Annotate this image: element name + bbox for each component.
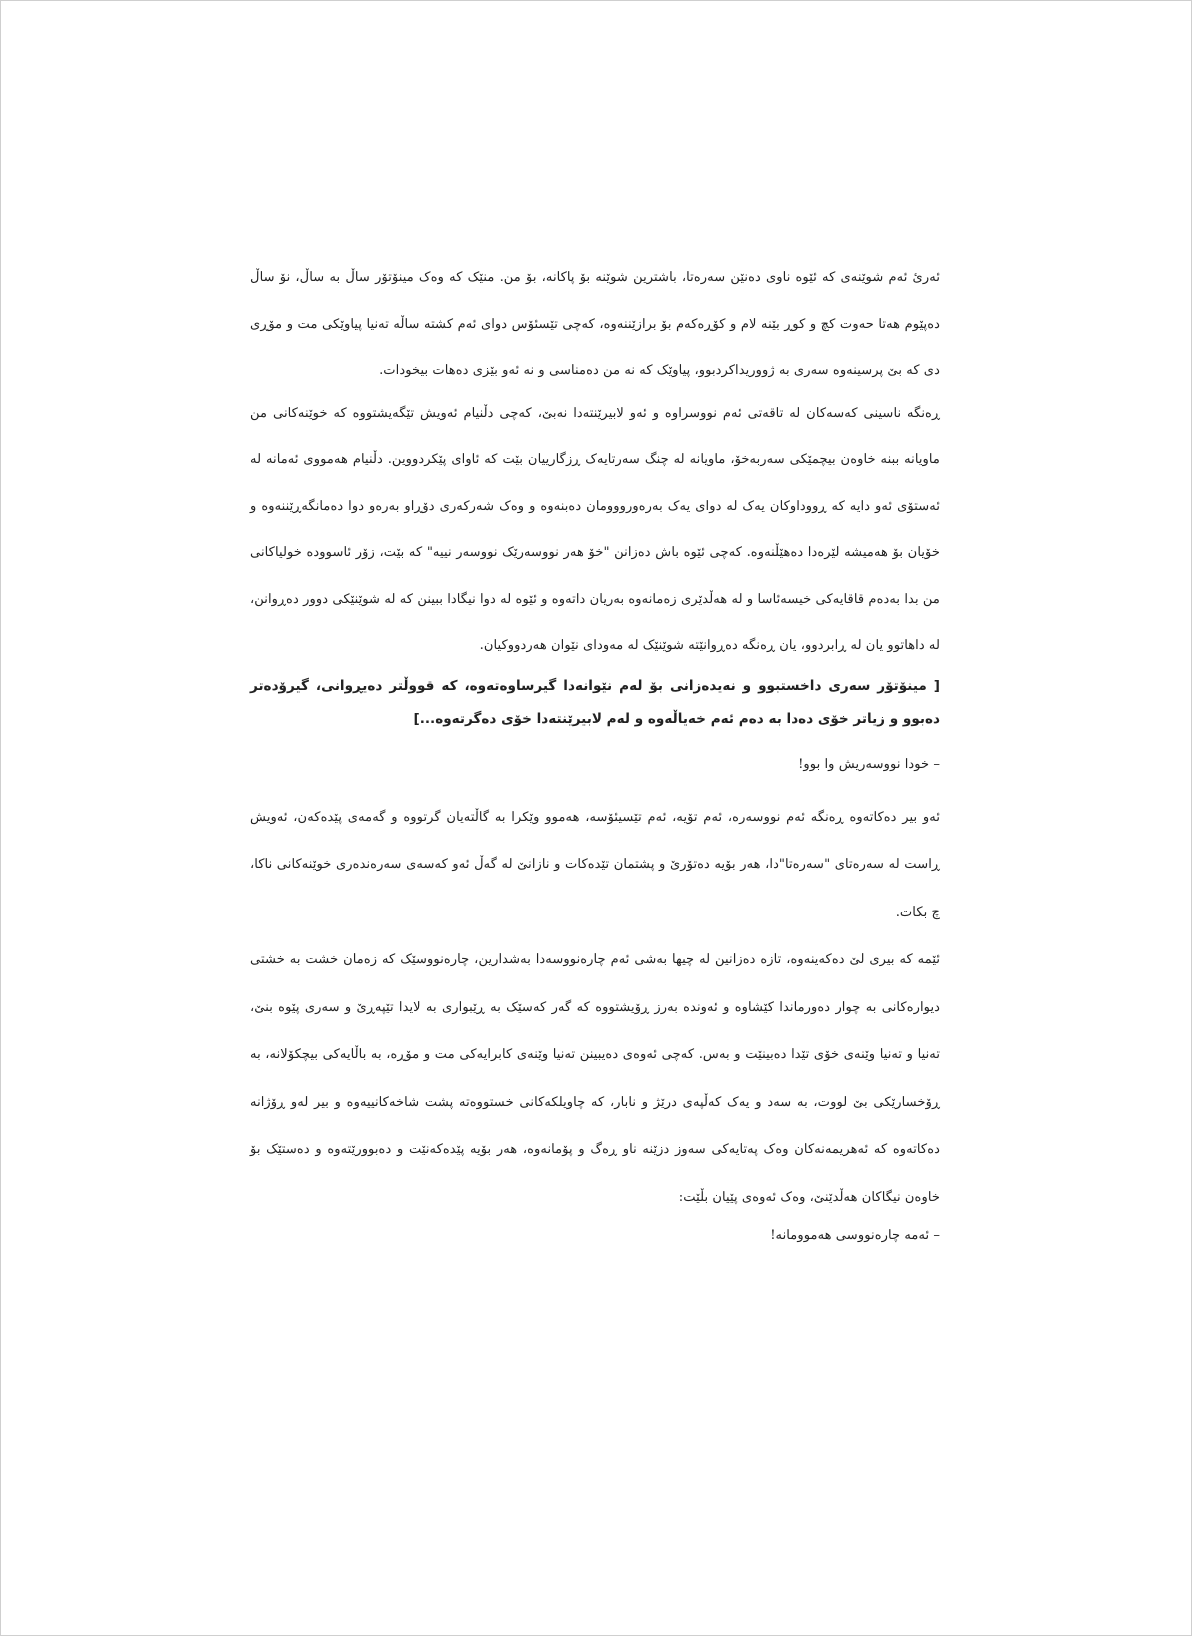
dialog-line-2: – ئەمە چارەنووسی هەموومانە!	[770, 1228, 940, 1243]
paragraph-4: ئێمە کە بیری لێ دەکەینەوە، تازە دەزانین لە چیها بەشی ئەم چارەنووسەدا بەشدارین، چارەنووسێک کە زەمان خشت بە خشتی دیوارەکانی بە چوار دەورماندا کێشاوە و ئەوندە بەرز ڕۆیشتووە کە گەر کەسێک بە ڕێبواری بە لایدا تێپەڕێ و سەری پێوە بنێ، تەنیا و تەنیا وێنەی خۆی تێدا دەبینێت و بەس. کەچی ئەوەی دەیبینن تەنیا وێنەی کابرایەکی مت و مۆڕە، بە باڵایەکی بیچکۆلانە، بە ڕۆخسارێکی بێ لووت، بە سەد و یەک کەڵپەی درێژ و نابار، کە چاویلکەکانی خستووەتە پشت شاخەکانییەوە و بیر لەو ڕۆژانە دەکاتەوە کە ئەهریمەنەکان وەک پەتایەکی سەوز دزێنە ناو ڕەگ و پۆمانەوە، هەر بۆیە پێدەکەنێت و دەبوورێتەوە و دەستێک بۆ خاوەن نیگاکان هەڵدێنێ، وەک ئەوەی پێیان بڵێت:	[250, 952, 940, 1205]
bracket-note: [ مینۆتۆر سەری داخستبوو و نەیدەزانی بۆ لەم نێوانەدا گیرساوەتەوە، کە قووڵتر دەیڕوانی، گیرۆدەتر دەبوو و زیاتر خۆی دەدا بە دەم ئەم خەیاڵەوە و لەم لابیرێنتەدا خۆی دەگرتەوە...]	[250, 677, 940, 727]
dialog-line-1: – خودا نووسەریش وا بوو!	[798, 756, 940, 772]
paragraph-3: ئەو بیر دەکاتەوە ڕەنگە ئەم نووسەرە، ئەم تۆیە، ئەم تێسیئۆسە، هەموو وێکرا بە گاڵتەیان گرتووە و گەمەی پێدەکەن، ئەویش ڕاست لە سەرەتای "سەرەتا"دا، هەر بۆیە دەتۆرێ و پشتمان تێدەکات و نازانێ لە گەڵ ئەو کەسەی سەرەندەری خوێنەکانی ناکا، چ بکات.	[250, 809, 940, 920]
paragraph-1: ئەریٔ ئەم شوێنەی کە ئێوە ناوی دەنێن سەرەتا، باشترین شوێنە بۆ پاکانە، بۆ من. منێک کە وەک مینۆتۆر ساڵ بە ساڵ، نۆ ساڵ دەپێوم هەتا حەوت کچ و کوڕ بێنە لام و کۆڕەکەم بۆ برازێننەوە، کەچی تێسئۆس دوای ئەم کشتە ساڵە تەنیا پیاوێکی مت و مۆڕی دی کە بێ پرسینەوە سەری بە ژووریداکردبوو، پیاوێک کە نە من دەمناسی و نە ئەو بێزی دەهات بیخودات.	[250, 270, 940, 378]
document-body	[250, 255, 940, 1265]
paragraph-2: ڕەنگە ناسینی کەسەکان لە تاقەتی ئەم نووسراوە و ئەو لابیرێنتەدا نەبێ، کەچی دڵنیام ئەویش تێگەیشتووە کە خوێنەکانی من ماویانە ببنە خاوەن بیچمێکی سەربەخۆ، ماویانە لە چنگ سەرتایەک ڕزگارییان بێت کە ئاوای پێکردووین. دڵنیام هەمووی ئەمانە لە ئەستۆی ئەو دایە کە ڕووداوکان یەک لە دوای یەک بەرەورووومان دەبنەوە و وەک شەرکەری دۆڕاو بەرەو دوا دەمانگەڕێننەوە و خۆیان بۆ هەمیشە لێرەدا دەهێڵنەوە. کەچی ئێوە باش دەزانن "خۆ هەر نووسەرێک نووسەر نییە" کە بێت، زۆر ئاسوودە خولیاکانی من بدا بەدەم قاقایەکی خیسەئاسا و لە هەڵدێری زەمانەوە بەریان داتەوە و ئێوە لە دوا نیگادا ببینن کە لە شوێنێکی دوور دەڕوانن، لە داهاتوو یان لە ڕابردوو، یان ڕەنگە دەڕوانێتە شوێنێک لە مەودای نێوان هەردووکیان.	[250, 405, 940, 653]
